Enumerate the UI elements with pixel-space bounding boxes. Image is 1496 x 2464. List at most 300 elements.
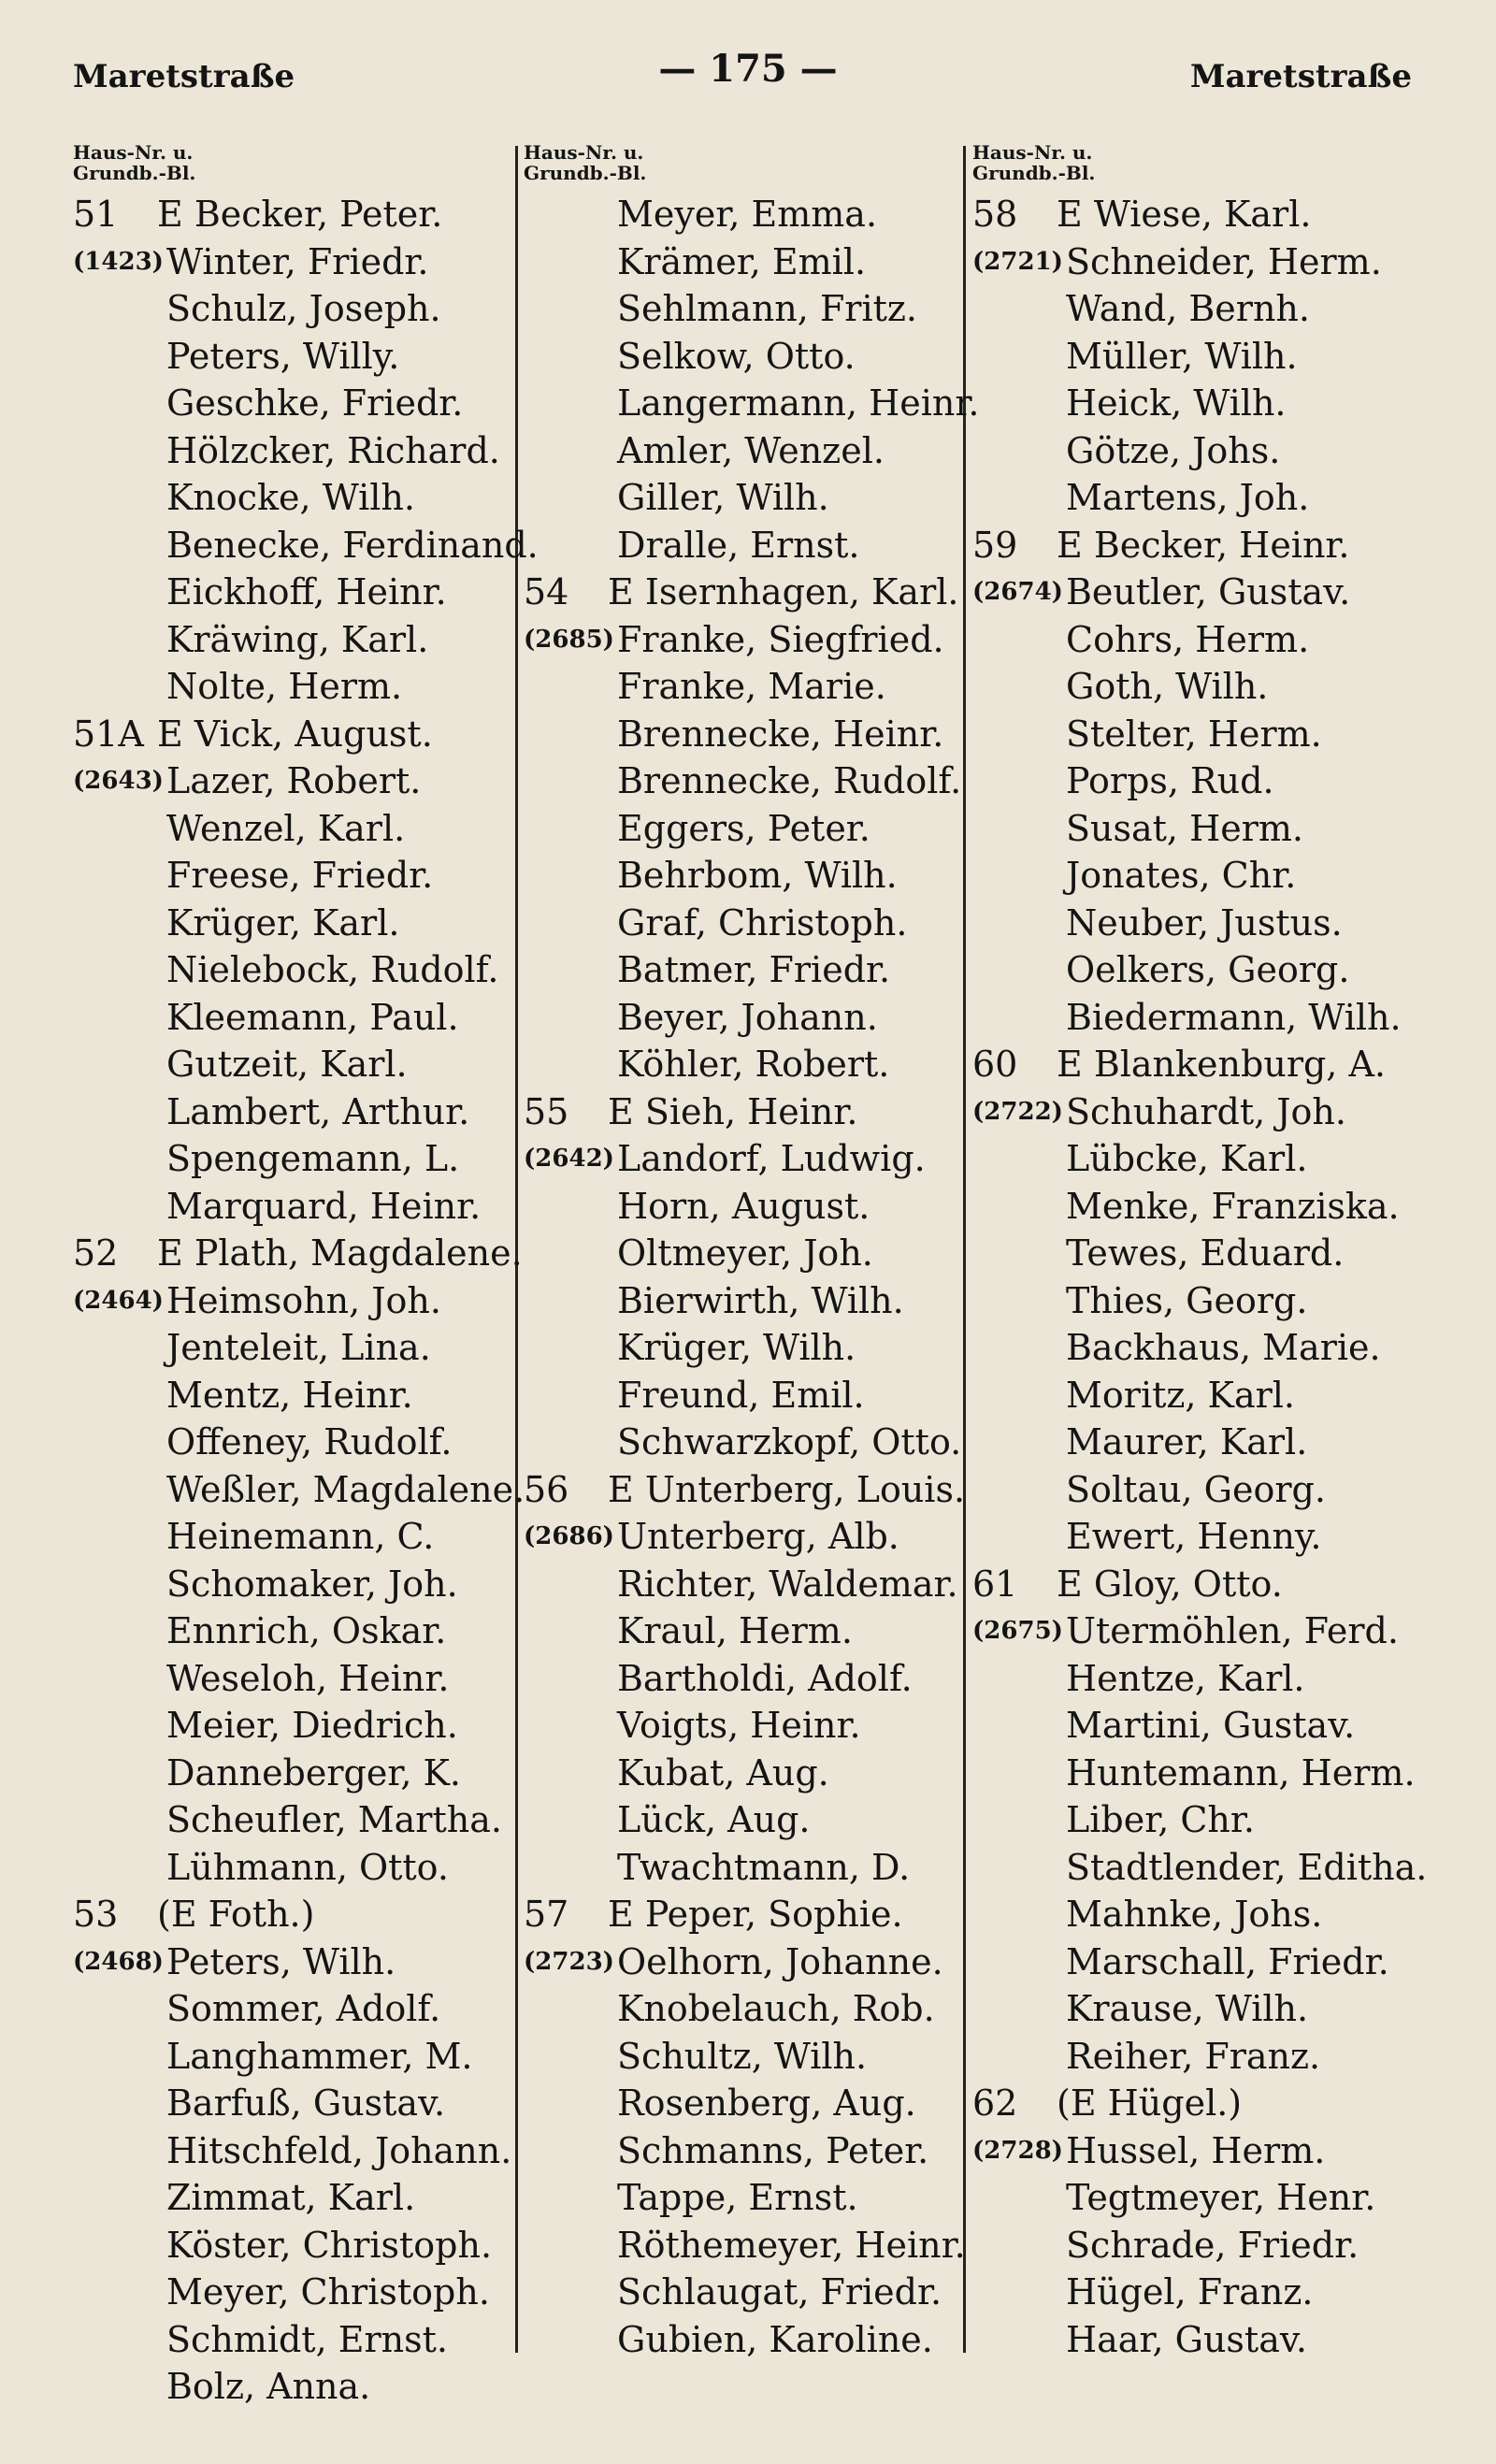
directory-entry <box>73 1183 531 1231</box>
directory-entry <box>73 946 531 994</box>
directory-entry <box>73 1230 531 1277</box>
resident-name: Danneberger, K. <box>166 1751 461 1794</box>
directory-entry <box>972 711 1421 758</box>
directory-entry <box>73 2316 531 2364</box>
resident-name: Landorf, Ludwig. <box>617 1138 926 1179</box>
directory-entry <box>972 1844 1428 1892</box>
directory-entry <box>972 1277 1421 1325</box>
resident-name: Bartholdi, Adolf. <box>617 1657 913 1699</box>
resident-name: Schmanns, Peter. <box>617 2129 929 2171</box>
entry-list <box>524 191 980 2363</box>
directory-entry <box>524 616 972 664</box>
resident-name: E Wiese, Karl. <box>1057 194 1312 235</box>
resident-name: Zimmat, Karl. <box>166 2177 416 2218</box>
resident-name: Schlaugat, Friedr. <box>617 2271 942 2313</box>
directory-entry <box>73 1607 531 1655</box>
column-head-line2: Grundb.-Bl. <box>524 162 647 184</box>
resident-name: Schneider, Herm. <box>1066 240 1382 282</box>
resident-name: Tegtmeyer, Henr. <box>1066 2177 1376 2218</box>
resident-name: Weseloh, Heinr. <box>166 1657 450 1699</box>
resident-name: Oelhorn, Johanne. <box>617 1940 943 1982</box>
resident-name: Müller, Wilh. <box>1066 335 1298 377</box>
resident-name: Köster, Christoph. <box>166 2224 493 2266</box>
directory-entry <box>972 2222 1421 2269</box>
resident-name: Stelter, Herm. <box>1066 713 1322 755</box>
directory-entry <box>73 2033 531 2081</box>
directory-entry <box>524 852 972 900</box>
resident-name: Thies, Georg. <box>1066 1279 1308 1321</box>
directory-entry <box>972 285 1421 333</box>
resident-name: Franke, Siegfried. <box>617 618 944 660</box>
resident-name: Schulz, Joseph. <box>166 288 441 329</box>
directory-entry <box>73 2080 531 2127</box>
directory-entry <box>972 2033 1421 2081</box>
resident-name: Amler, Wenzel. <box>617 429 885 471</box>
directory-entry <box>972 1088 1421 1136</box>
resident-name: Batmer, Friedr. <box>617 949 891 990</box>
resident-name: Kleemann, Paul. <box>166 996 459 1038</box>
directory-entry <box>524 805 972 853</box>
directory-entry <box>73 522 539 569</box>
directory-entry <box>972 1891 1421 1938</box>
directory-entry <box>73 1985 531 2033</box>
resident-name: Martini, Gustav. <box>1066 1705 1356 1746</box>
directory-entry <box>73 427 531 475</box>
directory-entry <box>73 663 531 711</box>
resident-name: Lühmann, Otto. <box>166 1846 449 1888</box>
resident-name: Schmidt, Ernst. <box>166 2318 448 2360</box>
directory-entry <box>972 2316 1421 2364</box>
directory-entry <box>524 2222 972 2269</box>
directory-entry <box>972 1702 1421 1750</box>
directory-entry <box>73 1561 531 1608</box>
directory-entry <box>73 1702 531 1750</box>
column-head <box>972 142 1421 191</box>
resident-name: Twachtmann, D. <box>617 1846 911 1888</box>
land-register-number: (2723) <box>524 1947 614 1976</box>
resident-name: Marschall, Friedr. <box>1066 1940 1389 1982</box>
directory-entry <box>524 1796 972 1844</box>
directory-entry <box>972 1750 1421 1797</box>
resident-name: Spengemann, L. <box>166 1138 460 1179</box>
directory-entry <box>73 2222 531 2269</box>
house-number: 60 <box>972 1044 1018 1085</box>
directory-entry <box>972 1183 1421 1231</box>
resident-name: Heick, Wilh. <box>1066 382 1287 424</box>
directory-entry <box>73 1419 531 1466</box>
directory-entry <box>73 1750 531 1797</box>
directory-entry <box>524 522 972 569</box>
resident-name: Nolte, Herm. <box>166 666 403 707</box>
resident-name: Oltmeyer, Joh. <box>617 1232 873 1274</box>
resident-name: Heimsohn, Joh. <box>166 1279 441 1321</box>
entry-list <box>73 191 539 2411</box>
resident-name: Utermöhlen, Ferd. <box>1066 1610 1399 1651</box>
resident-name: Bolz, Anna. <box>166 2366 371 2407</box>
directory-entry <box>972 1230 1421 1277</box>
directory-entry <box>524 1985 972 2033</box>
directory-entry <box>972 333 1421 381</box>
directory-entry <box>524 757 972 805</box>
directory-entry <box>73 1277 531 1325</box>
directory-entry <box>972 1655 1421 1703</box>
resident-name: Knocke, Wilh. <box>166 477 415 518</box>
resident-name: Dralle, Ernst. <box>617 524 860 566</box>
resident-name: (E Foth.) <box>157 1894 315 1935</box>
directory-entry <box>524 238 972 286</box>
directory-entry <box>972 1466 1421 1514</box>
directory-entry <box>972 2174 1421 2222</box>
column-head-line1: Haus-Nr. u. <box>73 141 194 164</box>
column-3 <box>972 141 1428 2363</box>
directory-entry <box>73 1891 531 1938</box>
resident-name: Liber, Chr. <box>1066 1799 1255 1840</box>
directory-entry <box>73 1844 531 1892</box>
resident-name: Peters, Willy. <box>166 335 400 377</box>
resident-name: Benecke, Ferdinand. <box>166 524 539 566</box>
directory-entry <box>73 852 531 900</box>
resident-name: Schuhardt, Joh. <box>1066 1090 1346 1132</box>
resident-name: Beyer, Johann. <box>617 996 878 1038</box>
directory-entry <box>972 2269 1421 2316</box>
directory-entry <box>524 1466 972 1514</box>
resident-name: E Becker, Heinr. <box>1057 524 1350 566</box>
directory-entry <box>73 1466 531 1514</box>
resident-name: Röthemeyer, Heinr. <box>617 2224 966 2266</box>
directory-entry <box>524 2316 972 2364</box>
directory-entry <box>524 994 972 1042</box>
resident-name: Tappe, Ernst. <box>617 2177 858 2218</box>
directory-entry <box>73 711 531 758</box>
resident-name: Mentz, Heinr. <box>166 1374 413 1416</box>
resident-name: Meyer, Christoph. <box>166 2271 490 2313</box>
directory-entry <box>524 2269 972 2316</box>
directory-entry <box>73 474 531 522</box>
resident-name: Freund, Emil. <box>617 1374 865 1416</box>
resident-name: Freese, Friedr. <box>166 855 434 896</box>
directory-entry <box>972 191 1421 238</box>
directory-entry <box>73 805 531 853</box>
directory-entry <box>524 900 972 947</box>
directory-entry <box>524 1607 972 1655</box>
land-register-number: (2685) <box>524 625 614 654</box>
resident-name: E Vick, August. <box>157 713 433 755</box>
resident-name: Giller, Wilh. <box>617 477 829 518</box>
directory-entry <box>524 2080 972 2127</box>
resident-name: Lazer, Robert. <box>166 760 422 801</box>
resident-name: Sehlmann, Fritz. <box>617 288 917 329</box>
column-head <box>73 142 531 191</box>
resident-name: Behrbom, Wilh. <box>617 855 898 896</box>
resident-name: E Becker, Peter. <box>157 194 443 235</box>
resident-name: Köhler, Robert. <box>617 1044 890 1085</box>
directory-entry <box>972 522 1421 569</box>
directory-entry <box>972 1796 1421 1844</box>
resident-name: Menke, Franziska. <box>1066 1185 1400 1227</box>
resident-name: Jonates, Chr. <box>1066 855 1297 896</box>
directory-entry <box>73 1041 531 1088</box>
page-number: — 175 — <box>658 47 838 91</box>
resident-name: Soltau, Georg. <box>1066 1468 1326 1510</box>
resident-name: Martens, Joh. <box>1066 477 1310 518</box>
resident-name: Hitschfeld, Johann. <box>166 2129 512 2171</box>
directory-entry <box>972 569 1421 616</box>
land-register-number: (2721) <box>972 247 1063 276</box>
resident-name: Schomaker, Joh. <box>166 1563 458 1605</box>
directory-entry <box>972 1372 1421 1419</box>
column-1 <box>73 141 539 2411</box>
directory-entry <box>524 1324 972 1372</box>
directory-entry <box>73 2269 531 2316</box>
directory-entry <box>73 1655 531 1703</box>
resident-name: Goth, Wilh. <box>1066 666 1269 707</box>
resident-name: Krämer, Emil. <box>617 240 867 282</box>
resident-name: Krüger, Karl. <box>166 901 400 944</box>
resident-name: E Blankenburg, A. <box>1057 1044 1386 1085</box>
land-register-number: (2728) <box>972 2136 1063 2165</box>
resident-name: Reiher, Franz. <box>1066 2035 1321 2077</box>
directory-entry <box>972 757 1421 805</box>
resident-name: Hentze, Karl. <box>1066 1657 1305 1699</box>
directory-entry <box>524 2033 972 2081</box>
resident-name: Eggers, Peter. <box>617 807 870 849</box>
resident-name: Wenzel, Karl. <box>166 807 406 849</box>
land-register-number: (2642) <box>524 1145 614 1173</box>
resident-name: Horn, August. <box>617 1185 870 1227</box>
directory-entry <box>972 900 1421 947</box>
resident-name: Maurer, Karl. <box>1066 1421 1308 1463</box>
house-number: 51A <box>73 713 144 755</box>
resident-name: Langermann, Heinr. <box>617 382 980 424</box>
house-number: 57 <box>524 1894 569 1935</box>
directory-entry <box>73 238 531 286</box>
directory-entry <box>972 1985 1421 2033</box>
land-register-number: (2674) <box>972 578 1063 606</box>
resident-name: Hussel, Herm. <box>1066 2129 1326 2171</box>
land-register-number: (2686) <box>524 1522 614 1550</box>
directory-entry <box>73 1088 531 1136</box>
house-number: 54 <box>524 571 569 612</box>
resident-name: Offeney, Rudolf. <box>166 1421 453 1463</box>
resident-name: Susat, Herm. <box>1066 807 1303 849</box>
directory-entry <box>73 2127 531 2175</box>
resident-name: Gutzeit, Karl. <box>166 1044 408 1085</box>
house-number: 53 <box>73 1894 119 1935</box>
directory-entry <box>972 1561 1421 1608</box>
directory-entry <box>73 333 531 381</box>
directory-entry <box>972 2127 1421 2175</box>
directory-entry <box>524 1702 972 1750</box>
directory-entry <box>73 1135 531 1183</box>
resident-name: Selkow, Otto. <box>617 335 856 377</box>
resident-name: Oelkers, Georg. <box>1066 949 1350 990</box>
land-register-number: (1423) <box>73 247 164 276</box>
resident-name: Moritz, Karl. <box>1066 1374 1295 1416</box>
entry-list <box>972 191 1428 2363</box>
resident-name: Peters, Wilh. <box>166 1940 396 1982</box>
column-head-line2: Grundb.-Bl. <box>972 162 1096 184</box>
resident-name: Ennrich, Oskar. <box>166 1610 447 1651</box>
resident-name: Nielebock, Rudolf. <box>166 949 499 990</box>
resident-name: Schultz, Wilh. <box>617 2035 868 2077</box>
house-number: 52 <box>73 1232 119 1274</box>
resident-name: Meier, Diedrich. <box>166 1705 458 1746</box>
directory-entry <box>524 1183 972 1231</box>
resident-name: Huntemann, Herm. <box>1066 1751 1416 1794</box>
directory-entry <box>972 1324 1421 1372</box>
resident-name: Weßler, Magdalene. <box>166 1468 525 1510</box>
resident-name: Voigts, Heinr. <box>617 1705 861 1746</box>
resident-name: Brennecke, Heinr. <box>617 713 944 755</box>
directory-entry <box>972 805 1421 853</box>
directory-entry <box>972 852 1421 900</box>
resident-name: Marquard, Heinr. <box>166 1185 482 1227</box>
directory-entry <box>73 757 531 805</box>
column-head-line1: Haus-Nr. u. <box>524 141 644 164</box>
resident-name: Lambert, Arthur. <box>166 1090 470 1132</box>
directory-entry <box>73 2174 531 2222</box>
resident-name: Lück, Aug. <box>617 1799 811 1840</box>
directory-entry <box>524 191 972 238</box>
resident-name: Hölzcker, Richard. <box>166 429 500 471</box>
directory-entry <box>972 1513 1421 1561</box>
resident-name: Gubien, Karoline. <box>617 2318 933 2360</box>
resident-name: Langhammer, M. <box>166 2035 473 2077</box>
resident-name: Cohrs, Herm. <box>1066 618 1310 660</box>
land-register-number: (2675) <box>972 1617 1063 1645</box>
house-number: 61 <box>972 1563 1018 1605</box>
resident-name: Krause, Wilh. <box>1066 1988 1309 2029</box>
resident-name: Stadtlender, Editha. <box>1066 1846 1428 1888</box>
house-number: 55 <box>524 1090 569 1132</box>
directory-entry <box>972 1135 1421 1183</box>
resident-name: E Sieh, Heinr. <box>608 1090 858 1132</box>
directory-entry <box>73 285 531 333</box>
house-number: 56 <box>524 1468 569 1510</box>
running-head-right: Maretstraße <box>1189 58 1412 95</box>
land-register-number: (2464) <box>73 1286 164 1315</box>
house-number: 62 <box>972 2082 1018 2124</box>
directory-entry <box>524 1135 972 1183</box>
directory-entry <box>524 1419 972 1466</box>
resident-name: Tewes, Eduard. <box>1066 1232 1345 1274</box>
house-number: 58 <box>972 194 1018 235</box>
running-head-left: Maretstraße <box>73 58 295 95</box>
resident-name: Backhaus, Marie. <box>1066 1327 1381 1368</box>
land-register-number: (2468) <box>73 1947 164 1976</box>
directory-entry <box>524 333 972 381</box>
resident-name: Schwarzkopf, Otto. <box>617 1421 962 1463</box>
directory-entry <box>524 1655 972 1703</box>
resident-name: Hügel, Franz. <box>1066 2271 1314 2313</box>
directory-entry <box>972 1607 1421 1655</box>
directory-entry <box>972 238 1421 286</box>
directory-entry <box>524 474 972 522</box>
directory-entry <box>524 1088 972 1136</box>
column-2 <box>524 141 980 2363</box>
resident-name: Kubat, Aug. <box>617 1751 829 1794</box>
directory-entry <box>524 285 972 333</box>
resident-name: Franke, Marie. <box>617 666 886 707</box>
directory-entry <box>524 1513 972 1561</box>
resident-name: Meyer, Emma. <box>617 194 878 235</box>
directory-entry <box>972 1938 1421 1986</box>
directory-entry <box>972 994 1421 1042</box>
directory-entry <box>972 663 1421 711</box>
directory-entry <box>524 2174 972 2222</box>
directory-entry <box>524 1750 972 1797</box>
resident-name: Geschke, Friedr. <box>166 382 464 424</box>
directory-entry <box>524 2127 972 2175</box>
resident-name: Bierwirth, Wilh. <box>617 1279 904 1321</box>
resident-name: Neuber, Justus. <box>1066 901 1343 944</box>
house-number: 59 <box>972 524 1018 566</box>
directory-entry <box>73 380 531 427</box>
resident-name: Haar, Gustav. <box>1066 2318 1307 2360</box>
directory-entry <box>73 900 531 947</box>
directory-entry <box>73 616 531 664</box>
directory-entry <box>524 711 972 758</box>
resident-name: Krüger, Wilh. <box>617 1327 856 1368</box>
directory-entry <box>73 1796 531 1844</box>
directory-entry <box>524 1277 972 1325</box>
directory-entry <box>972 1041 1421 1088</box>
directory-entry <box>524 1561 972 1608</box>
resident-name: Beutler, Gustav. <box>1066 571 1351 612</box>
resident-name: Unterberg, Alb. <box>617 1516 899 1557</box>
directory-entry <box>972 616 1421 664</box>
resident-name: Ewert, Henny. <box>1066 1516 1322 1557</box>
resident-name: Biedermann, Wilh. <box>1066 996 1402 1038</box>
land-register-number: (2722) <box>972 1097 1063 1126</box>
column-head-line1: Haus-Nr. u. <box>972 141 1093 164</box>
directory-entry <box>73 1938 531 1986</box>
directory-entry <box>524 1041 972 1088</box>
resident-name: Brennecke, Rudolf. <box>617 760 962 801</box>
directory-entry <box>972 2080 1421 2127</box>
resident-name: Knobelauch, Rob. <box>617 1988 935 2029</box>
resident-name: Eickhoff, Heinr. <box>166 571 447 612</box>
directory-entry <box>524 1938 972 1986</box>
column-head-line2: Grundb.-Bl. <box>73 162 196 184</box>
directory-entry <box>972 380 1421 427</box>
resident-name: E Isernhagen, Karl. <box>608 571 959 612</box>
directory-entry <box>524 1844 972 1892</box>
resident-name: Porps, Rud. <box>1066 760 1274 801</box>
directory-entry <box>972 946 1421 994</box>
resident-name: Scheufler, Martha. <box>166 1799 502 1840</box>
resident-name: Götze, Johs. <box>1066 429 1281 471</box>
directory-entry <box>73 1513 531 1561</box>
directory-entry <box>524 1372 972 1419</box>
resident-name: Jenteleit, Lina. <box>166 1327 431 1368</box>
resident-name: Barfuß, Gustav. <box>166 2082 446 2124</box>
directory-entry <box>524 946 972 994</box>
directory-entry <box>972 427 1421 475</box>
land-register-number: (2643) <box>73 767 164 795</box>
directory-entry <box>73 569 531 616</box>
directory-entry <box>73 191 531 238</box>
directory-entry <box>972 1419 1421 1466</box>
directory-entry <box>524 1891 972 1938</box>
resident-name: Lübcke, Karl. <box>1066 1138 1308 1179</box>
resident-name: Kräwing, Karl. <box>166 618 429 660</box>
resident-name: E Peper, Sophie. <box>608 1894 903 1935</box>
directory-entry <box>524 427 972 475</box>
resident-name: Richter, Waldemar. <box>617 1563 958 1605</box>
directory-entry <box>524 1230 972 1277</box>
directory-entry <box>73 1324 531 1372</box>
